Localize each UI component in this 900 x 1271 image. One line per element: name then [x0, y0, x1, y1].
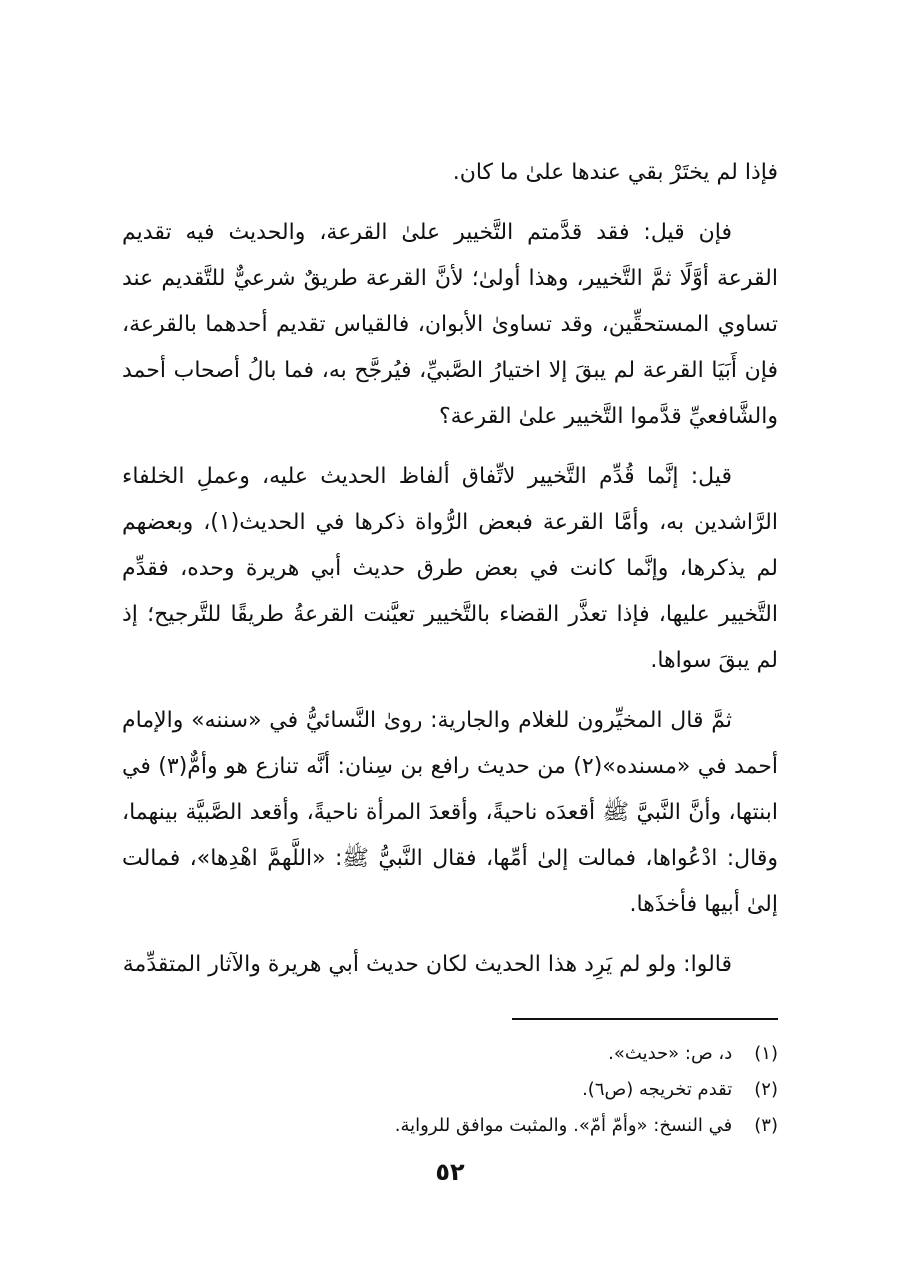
footnote-number: (٢) — [754, 1079, 778, 1100]
footnote-text: في النسخ: «وأمّ أمّ». والمثبت موافق للرواية. — [394, 1115, 733, 1136]
footnote-3 — [122, 1108, 778, 1144]
paragraph-4: ثمَّ قال المخيِّرون للغلام والجارية: روىٰ النَّسائيُّ في «سننه» والإمام أحمد في «مسنده»(٢) من حديث رافع بن سِنان: أنَّه تنازع هو وأمٌّ(٣) في ابنتها، وأنَّ النَّبيَّ ﷺ أقعدَه ناحيةً، وأقعدَ المرأة ناحيةً، وأقعد الصَّبيَّة بينهما، وقال: ادْعُواها، فمالت إلىٰ أمِّها، فقال النَّبيُّ ﷺ: «اللَّهمَّ اهْدِها»، فمالت إلىٰ أبيها فأخذَها. — [122, 708, 778, 917]
paragraph-2: فإن قيل: فقد قدَّمتم التَّخيير علىٰ القرعة، والحديث فيه تقديم القرعة أوَّلًا ثمَّ التَّخيير، وهذا أولىٰ؛ لأنَّ القرعة طريقٌ شرعيٌّ للتَّقديم عند تساوي المستحقِّين، وقد تساوىٰ الأبوان، فالقياس تقديم أحدهما بالقرعة، فإن أَبَيَا القرعة لم يبقَ إلا اختيارُ الصَّبيِّ، فيُرجَّح به، فما بالُ أصحاب أحمد والشَّافعيِّ قدَّموا التَّخيير علىٰ القرعة؟ — [122, 220, 778, 429]
footnote-1 — [122, 1036, 778, 1072]
footnote-number: (١) — [754, 1043, 778, 1064]
main-text — [122, 150, 778, 1002]
footnote-divider — [512, 1018, 778, 1020]
paragraph-5: قالوا: ولو لم يَرِد هذا الحديث لكان حديث أبي هريرة والآثار المتقدِّمة — [122, 952, 732, 977]
paragraph-3: قيل: إنَّما قُدِّم التَّخيير لاتِّفاق ألفاظ الحديث عليه، وعملِ الخلفاء الرَّاشدين به، وأمَّا القرعة فبعض الرُّواة ذكرها في الحديث(١)، وبعضهم لم يذكرها، وإنَّما كانت في بعض طرق حديث أبي هريرة وحده، فقدِّم التَّخيير عليها، فإذا تعذَّر القضاء بالتَّخيير تعيَّنت القرعةُ طريقًا للتَّرجيح؛ إذ لم يبقَ سواها. — [122, 464, 778, 673]
paragraph-1: فإذا لم يختَرْ بقي عندها علىٰ ما كان. — [452, 160, 778, 185]
footnotes — [122, 1036, 778, 1144]
footnote-2 — [122, 1072, 778, 1108]
footnote-text: تقدم تخريجه (ص٦). — [582, 1079, 733, 1100]
page-number: ٥٢ — [435, 1158, 465, 1186]
footnote-text: د، ص: «حديث». — [608, 1043, 733, 1064]
footnote-number: (٣) — [754, 1115, 778, 1136]
